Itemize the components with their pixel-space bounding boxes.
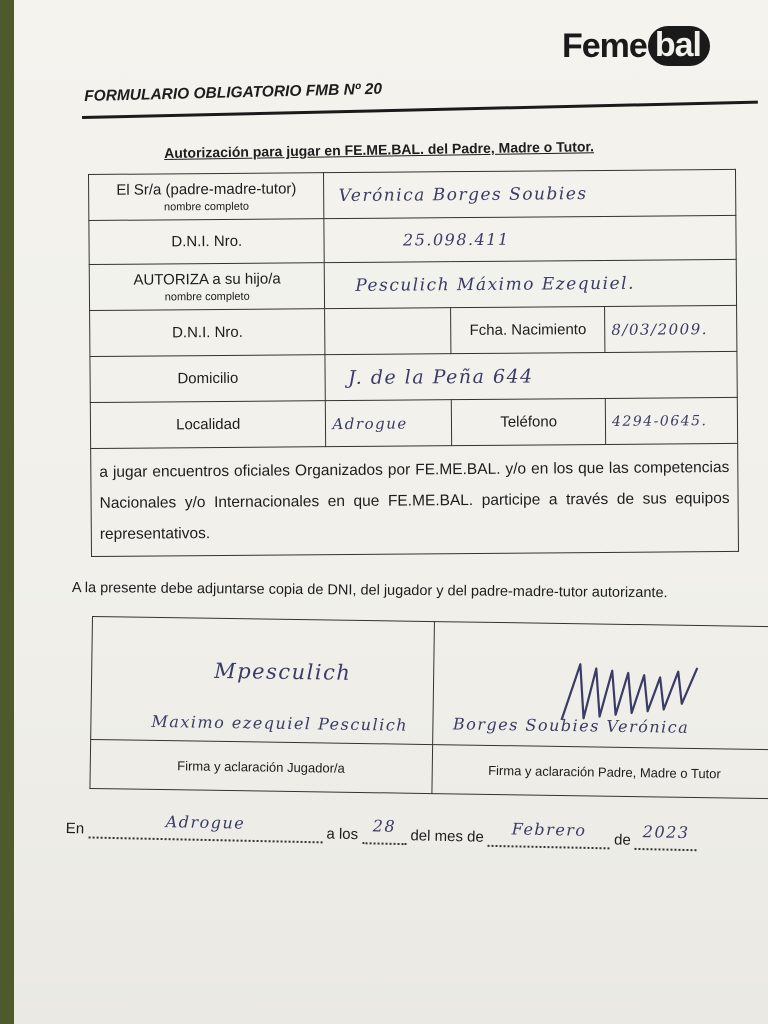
- player-signature-caption: Firma y aclaración Jugador/a: [90, 739, 432, 793]
- day-field[interactable]: 28: [362, 824, 406, 845]
- authorization-table: [88, 169, 739, 557]
- place-field[interactable]: Adrogue: [88, 818, 322, 843]
- city-value[interactable]: Adrogue: [326, 400, 452, 447]
- child-dni-label: D.N.I. Nro.: [90, 309, 326, 357]
- form-subtitle: Autorización para jugar en FE.ME.BAL. del Padre, Madre o Tutor.: [164, 138, 595, 161]
- year-field[interactable]: 2023: [635, 830, 697, 851]
- phone-label: Teléfono: [452, 398, 606, 445]
- child-dni-value[interactable]: [325, 308, 451, 355]
- address-label: Domicilio: [90, 355, 326, 403]
- child-name-label: AUTORIZA a su hijo/a nombre completo: [89, 263, 325, 311]
- player-signature-box[interactable]: [91, 617, 434, 745]
- guardian-dni-label: D.N.I. Nro.: [89, 219, 325, 265]
- city-label: Localidad: [90, 401, 326, 449]
- form-sheet: [14, 0, 768, 1024]
- guardian-signature-caption: Firma y aclaración Padre, Madre o Tutor: [431, 745, 768, 799]
- child-name-row: [89, 259, 736, 310]
- authorization-text: a jugar encuentros oficiales Organizados por FE.ME.BAL. y/o en los que las competencias Nacionales y/o Internacionales en que FE.ME.BAL. participe a través de sus equipos representativos.: [90, 444, 739, 557]
- guardian-dni-row: [89, 215, 736, 264]
- guardian-signature-box[interactable]: [432, 622, 768, 750]
- player-clarification: Maximo ezequiel Pesculich: [151, 711, 409, 735]
- guardian-name-label: El Sr/a (padre-madre-tutor) nombre completo: [89, 173, 325, 221]
- birth-date-label: Fcha. Nacimiento: [451, 306, 605, 353]
- guardian-dni-value[interactable]: 25.098.411: [324, 215, 736, 262]
- phone-value[interactable]: 4294-0645.: [605, 397, 737, 444]
- child-dni-row: [90, 305, 737, 356]
- guardian-name-value[interactable]: Verónica Borges Soubies: [324, 169, 736, 218]
- signature-table: [89, 616, 768, 799]
- child-name-value[interactable]: Pesculich Máximo Ezequiel.: [325, 259, 737, 308]
- address-row: [90, 351, 737, 402]
- birth-date-value[interactable]: 8/03/2009.: [605, 305, 737, 352]
- guardian-name-row: [89, 169, 736, 220]
- date-place-line: En Adrogue a los 28 del mes de Febrero de 2023: [66, 818, 766, 853]
- guardian-clarification: Borges Soubies Verónica: [452, 714, 690, 737]
- address-value[interactable]: J. de la Peña 644: [325, 351, 737, 400]
- player-signature: Mpesculich: [214, 658, 352, 685]
- city-phone-row: [90, 397, 737, 448]
- attachment-note: A la presente debe adjuntarse copia de DNI, del jugador y del padre-madre-tutor autorizante.: [71, 580, 668, 602]
- femebal-logo: Feme bal: [562, 26, 710, 66]
- form-title: FORMULARIO OBLIGATORIO FMB Nº 20: [84, 80, 383, 105]
- month-field[interactable]: Febrero: [488, 827, 610, 850]
